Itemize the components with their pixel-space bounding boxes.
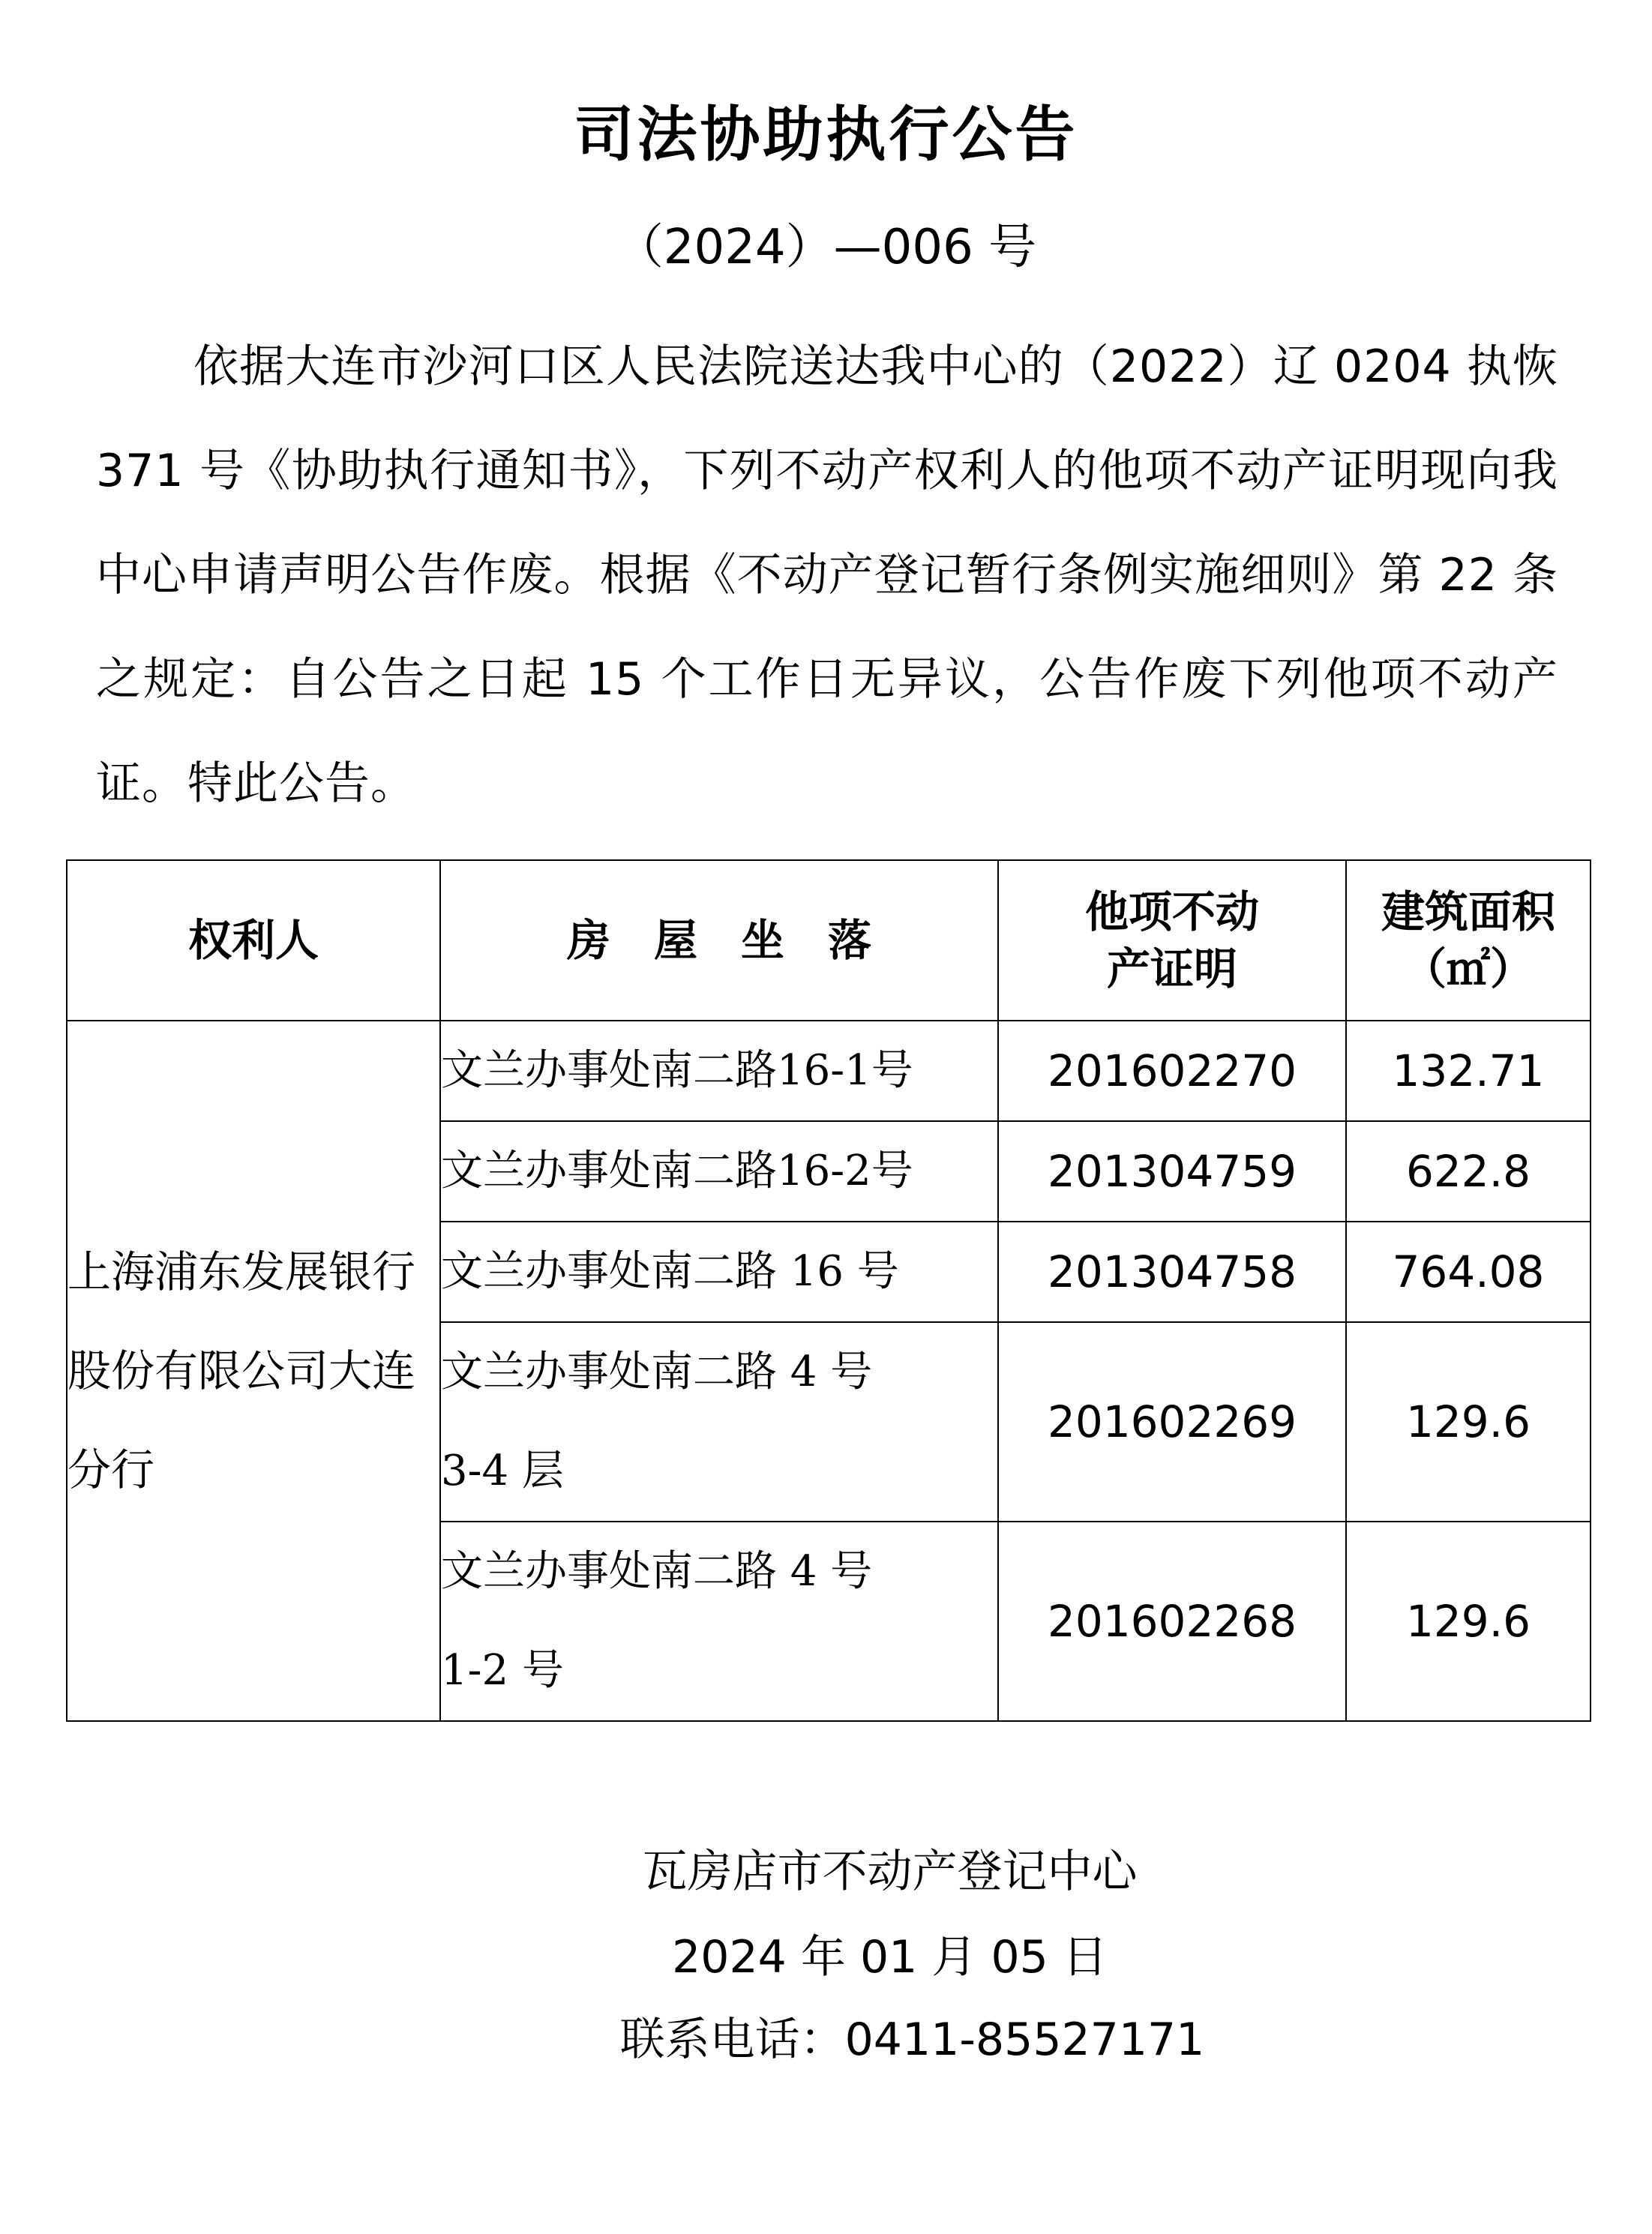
issue-date: 2024 年 01 月 05 日 — [672, 1931, 1108, 1984]
certificate-number: 201602268 — [998, 1522, 1346, 1721]
header-certificate-line1: 他项不动 — [1084, 886, 1259, 937]
property-address — [440, 1522, 998, 1721]
contact-phone: 联系电话：0411-85527171 — [619, 2014, 1205, 2066]
table-row — [67, 1021, 1591, 1121]
header-area — [1346, 860, 1591, 1021]
address-line: 3-4 层 — [441, 1447, 564, 1495]
table-header-row — [67, 860, 1591, 1021]
building-area: 764.08 — [1346, 1222, 1591, 1322]
header-certificate — [998, 860, 1346, 1021]
address-line: 1-2 号 — [441, 1646, 564, 1695]
certificate-number: 201602269 — [998, 1322, 1346, 1522]
announcement-body: 依据大连市沙河口区人民法院送达我中心的（2022）辽 0204 执恢 371 号《协助执行通知书》，下列不动产权利人的他项不动产证明现向我中心申请声明公告作废。根据《不动产登记暂行条例实施细则》第 22 条之规定：自公告之日起 15 个工作日无异议，公告作废下列他项不动产证。特此公告。 — [96, 340, 1558, 810]
building-area: 132.71 — [1346, 1021, 1591, 1121]
address-line: 文兰办事处南二路16-2号 — [441, 1147, 913, 1195]
header-holder: 权利人 — [67, 860, 440, 1021]
property-address — [440, 1021, 998, 1121]
header-certificate-line2: 产证明 — [1106, 943, 1237, 994]
building-area: 622.8 — [1346, 1121, 1591, 1222]
header-area-line2: （㎡） — [1402, 943, 1534, 994]
property-address — [440, 1222, 998, 1322]
building-area: 129.6 — [1346, 1322, 1591, 1522]
property-address — [440, 1322, 998, 1522]
address-line: 文兰办事处南二路 4 号 — [441, 1348, 873, 1396]
address-line: 文兰办事处南二路16-1号 — [441, 1046, 913, 1095]
building-area: 129.6 — [1346, 1522, 1591, 1721]
certificate-number: 201602270 — [998, 1021, 1346, 1121]
holder-name: 上海浦东发展银行股份有限公司大连分行 — [67, 1021, 440, 1721]
header-address: 房 屋 坐 落 — [440, 860, 998, 1021]
issuing-organization: 瓦房店市不动产登记中心 — [642, 1846, 1138, 1898]
certificate-number: 201304759 — [998, 1121, 1346, 1222]
certificate-number: 201304758 — [998, 1222, 1346, 1322]
address-line: 文兰办事处南二路 16 号 — [441, 1247, 899, 1296]
header-area-line1: 建筑面积 — [1381, 886, 1555, 937]
document-number: （2024）—006 号 — [615, 220, 1037, 275]
page-title: 司法协助执行公告 — [574, 100, 1078, 169]
property-address — [440, 1121, 998, 1222]
certificate-table — [66, 859, 1591, 1722]
address-line: 文兰办事处南二路 4 号 — [441, 1547, 873, 1596]
